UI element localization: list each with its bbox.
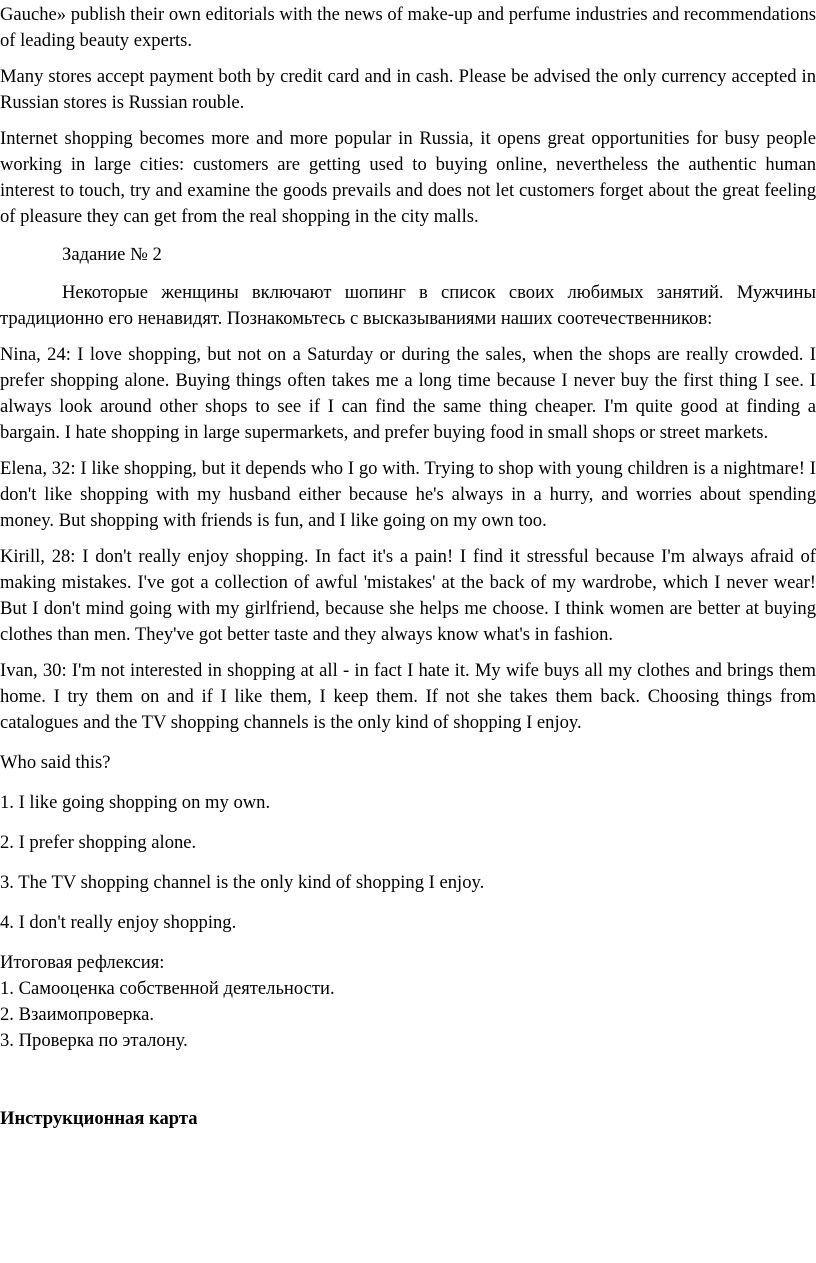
reflection-item-3: 3. Проверка по эталону.: [0, 1030, 188, 1051]
statement-kirill: Kirill, 28: I don't really enjoy shopping. In fact it's a pain! I find it stressful because I'm always afraid of making mistakes. I've got a collection of awful 'mistakes' at the back of my wardrobe, which I never wear! But I don't mind going with my girlfriend, because she helps me choose. I think women are better at buying clothes than men. They've got better taste and they always know what's in fashion.: [0, 546, 816, 645]
statement-ivan: Ivan, 30: I'm not interested in shopping at all - in fact I hate it. My wife buys all my clothes and brings them home. I try them on and if I like them, I keep them. If not she takes them back. Choosing things from catalogues and the TV shopping channels is the only kind of shopping I enjoy.: [0, 660, 816, 733]
statement-elena: Elena, 32: I like shopping, but it depends who I go with. Trying to shop with young children is a nightmare! I don't like shopping with my husband either because he's always in a hurry, and worries about spending money. But shopping with friends is fun, and I like going on my own too.: [0, 458, 816, 531]
question-item-4: 4. I don't really enjoy shopping.: [0, 912, 237, 933]
question-prompt: Who said this?: [0, 752, 111, 773]
reflection-item-2: 2. Взаимопроверка.: [0, 1004, 155, 1025]
intro-paragraph-3: Internet shopping becomes more and more popular in Russia, it opens great opportunities for busy people working in large cities: customers are getting used to buying online, nevertheless the authentic human interest to touch, try and examine the goods prevails and does not let customers forget about the great feeling of pleasure they can get from the real shopping in the city malls.: [0, 128, 816, 227]
instruction-card-heading: Инструкционная карта: [0, 1108, 198, 1129]
statement-nina: Nina, 24: I love shopping, but not on a Saturday or during the sales, when the shops are really crowded. I prefer shopping alone. Buying things often takes me a long time because I never buy the first thing I see. I always look around other shops to see if I can find the same thing cheaper. I'm quite good at finding a bargain. I hate shopping in large supermarkets, and prefer buying food in small shops or street markets.: [0, 344, 816, 443]
intro-paragraph-1: Gauche» publish their own editorials with the news of make-up and perfume industries and recommendations of leading beauty experts.: [0, 4, 816, 51]
blank-space: [0, 1054, 816, 1106]
intro-paragraph-2: Many stores accept payment both by credit card and in cash. Please be advised the only currency accepted in Russian stores is Russian rouble.: [0, 66, 816, 113]
task-title: Задание № 2: [62, 244, 162, 265]
reflection-item-1: 1. Самооценка собственной деятельности.: [0, 978, 335, 999]
question-item-2: 2. I prefer shopping alone.: [0, 832, 197, 853]
task-instruction: Некоторые женщины включают шопинг в список своих любимых занятий. Мужчины традиционно его ненавидят. Познакомьтесь с высказываниями наших соотечественников:: [0, 282, 816, 329]
reflection-title: Итоговая рефлексия:: [0, 952, 165, 973]
question-item-1: 1. I like going shopping on my own.: [0, 792, 271, 813]
question-item-3: 3. The TV shopping channel is the only kind of shopping I enjoy.: [0, 872, 485, 893]
